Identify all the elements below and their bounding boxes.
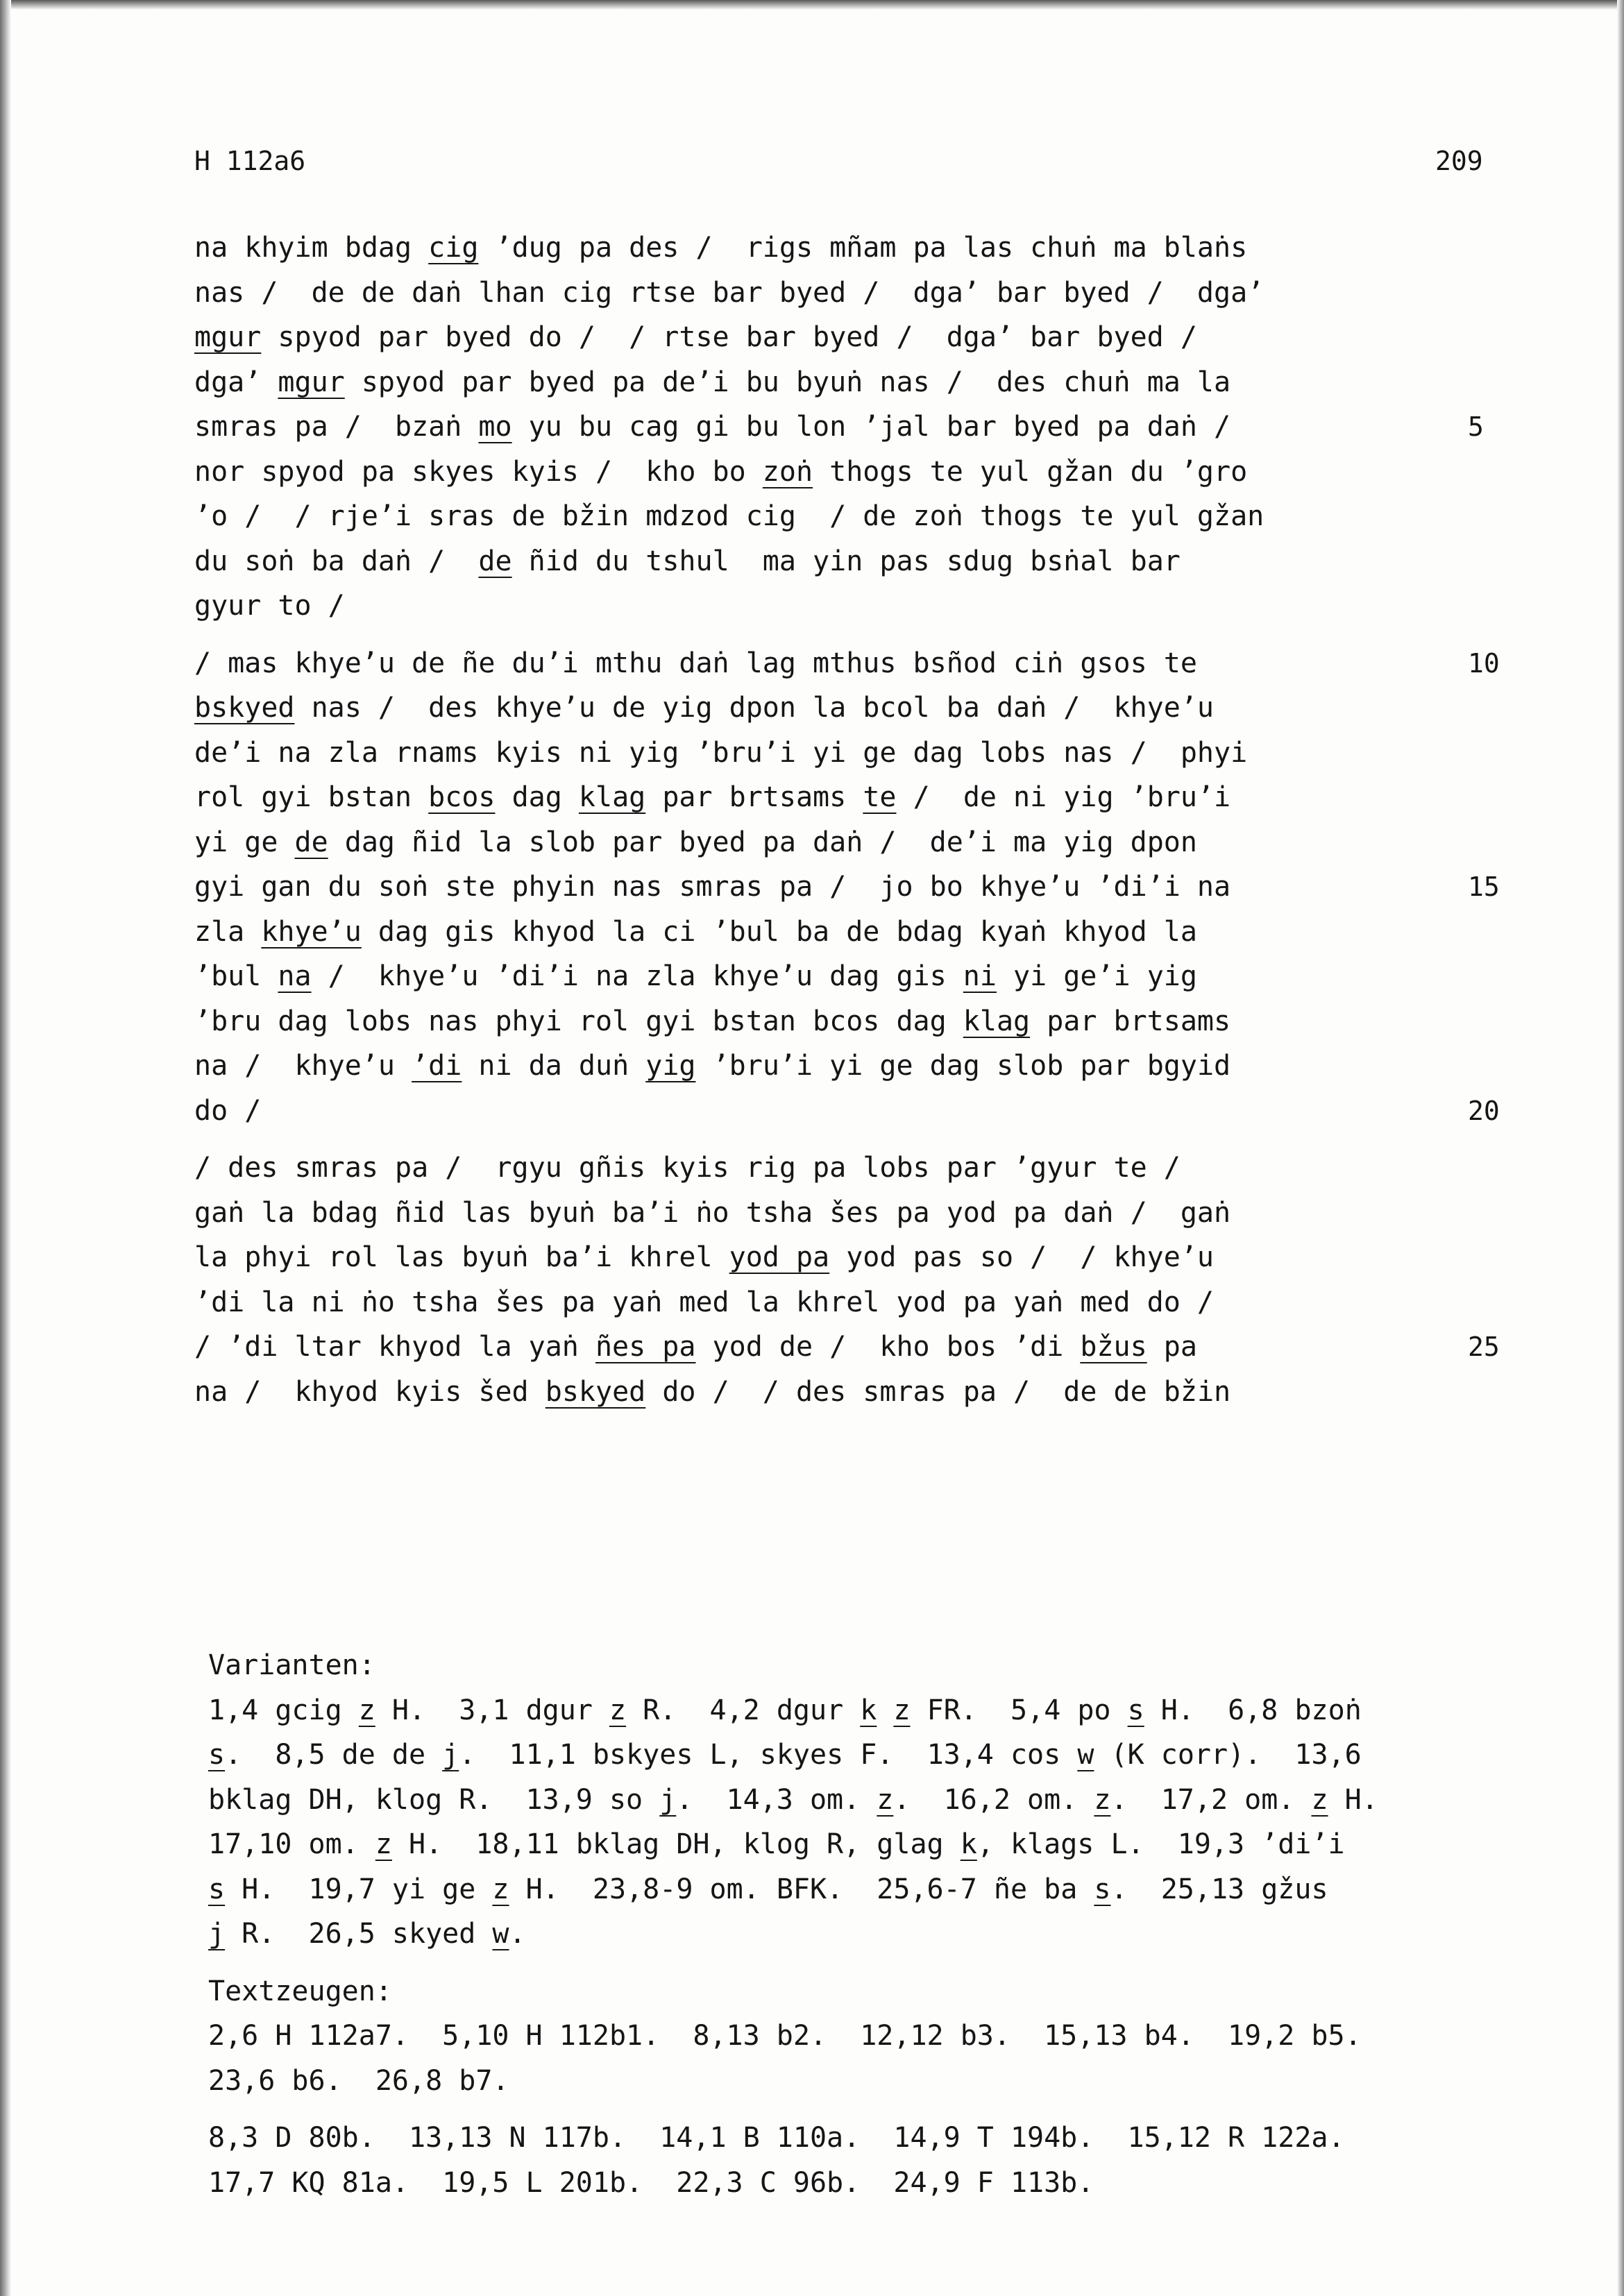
text-run: . 8,5 de de [225, 1739, 443, 1771]
text-run: FR. 5,4 po [910, 1694, 1128, 1726]
underlined-word: s [1094, 1873, 1111, 1905]
main-text-block [194, 226, 1500, 1414]
text-line [194, 494, 1402, 539]
underlined-word: z [877, 1783, 894, 1816]
text-run: Varianten: [208, 1649, 375, 1681]
underlined-word: j [659, 1783, 677, 1816]
underlined-word: z [358, 1694, 375, 1726]
apparatus-line [208, 2014, 1527, 2059]
underlined-word: ’di [412, 1050, 462, 1082]
text-run: ’di la ni ṅo tsha šes pa yaṅ med la khrel yod pa yaṅ med do / [194, 1286, 1215, 1318]
underlined-word: z [375, 1828, 392, 1860]
underlined-word: w [1077, 1739, 1094, 1771]
underlined-word: ni [963, 960, 997, 992]
underlined-word: bskyed [194, 692, 295, 724]
text-run: 2,6 H 112a7. 5,10 H 112b1. 8,13 b2. 12,12 b3. 15,13 b4. 19,2 b5. [208, 2020, 1362, 2052]
page-number: 209 [1435, 146, 1483, 176]
text-run: 17,7 KQ 81a. 19,5 L 201b. 22,3 C 96b. 24,9 F 113b. [208, 2166, 1094, 2199]
line-number: 10 [1468, 647, 1500, 679]
text-run: / ’di ltar khyod la yaṅ [194, 1331, 595, 1363]
text-line [194, 1146, 1402, 1191]
text-run: , klags L. 19,3 ’di’i [976, 1828, 1345, 1860]
underlined-word: na [278, 960, 312, 992]
underlined-word: bžus [1080, 1331, 1147, 1363]
apparatus-line [208, 1733, 1527, 1778]
text-run: do / [194, 1094, 262, 1127]
apparatus-line [208, 1867, 1527, 1912]
underlined-word: k [860, 1694, 877, 1726]
text-run: yi ge’i yig [996, 960, 1197, 992]
text-run: par brtsams [1030, 1005, 1231, 1037]
apparatus-line [208, 1822, 1527, 1867]
line-number: 5 [1468, 411, 1484, 442]
underlined-word: zoṅ [762, 455, 813, 488]
line-number: 20 [1468, 1095, 1500, 1126]
text-run: H. [1328, 1783, 1378, 1816]
text-run: H. 6,8 bzoṅ [1144, 1694, 1362, 1726]
text-line [194, 1280, 1402, 1325]
underlined-word: khye’u [261, 915, 362, 948]
apparatus-line [208, 1688, 1527, 1733]
text-run: yod de / kho bos ’di [695, 1331, 1081, 1363]
text-line [194, 1235, 1402, 1280]
apparatus-line [208, 2161, 1527, 2206]
text-line [194, 999, 1402, 1044]
text-line [194, 820, 1402, 865]
text-run: na / khyod kyis šed [194, 1375, 545, 1408]
text-run: ’bru’i yi ge dag slob par bgyid [695, 1050, 1231, 1082]
underlined-word: ñes pa [595, 1331, 696, 1363]
text-run: yod pas so / / khye’u [829, 1241, 1215, 1273]
text-run: R. 4,2 dgur [626, 1694, 861, 1726]
underlined-word: j [442, 1739, 459, 1771]
underlined-word: z [492, 1873, 509, 1905]
text-line [194, 539, 1402, 584]
text-run: dag gis khyod la ci ’bul ba de bdag kyaṅ khyod la [361, 915, 1197, 948]
underlined-word: bcos [428, 781, 496, 813]
text-run: (K corr). 13,6 [1094, 1739, 1362, 1771]
text-run: . 16,2 om. [893, 1783, 1094, 1816]
text-run: 1,4 gcig [208, 1694, 359, 1726]
text-line [194, 686, 1402, 731]
underlined-word: mo [478, 411, 512, 443]
text-run: dag ñid la slob par byed pa daṅ / de’i ma yig dpon [328, 826, 1197, 858]
text-run: nas / des khye’u de yig dpon la bcol ba daṅ / khye’u [294, 692, 1215, 724]
text-run: Textzeugen: [208, 1975, 392, 2007]
text-run: pa [1147, 1331, 1197, 1363]
text-run: ’dug pa des / rigs mñam pa las chuṅ ma blaṅs [478, 232, 1248, 264]
apparatus-line [208, 1643, 1527, 1688]
underlined-word: de [294, 826, 328, 858]
text-run: . 14,3 om. [676, 1783, 877, 1816]
text-run: dag [495, 781, 579, 813]
underlined-word: mgur [278, 366, 345, 398]
text-line [194, 1089, 1500, 1134]
text-run: H. 3,1 dgur [375, 1694, 609, 1726]
underlined-word: klag [578, 781, 646, 813]
text-run: do / / des smras pa / de de bžin [645, 1375, 1231, 1408]
scan-left-edge [0, 0, 11, 2296]
text-line [194, 731, 1402, 776]
underlined-word: k [960, 1828, 977, 1860]
text-run: ni da duṅ [462, 1050, 646, 1082]
text-run: / khye’u ’di’i na zla khye’u dag gis [311, 960, 963, 992]
text-run: ’bru dag lobs nas phyi rol gyi bstan bcos dag [194, 1005, 963, 1037]
underlined-word: s [208, 1873, 226, 1905]
underlined-word: z [893, 1694, 911, 1726]
text-run: nas / de de daṅ lhan cig rtse bar byed / dga’ bar byed / dga’ [194, 276, 1264, 309]
running-header-siglum: H 112a6 [194, 146, 306, 176]
paragraph-gap [194, 629, 1402, 641]
text-run: H. 18,11 bklag DH, klog R, glag [391, 1828, 961, 1860]
scan-right-edge [1617, 0, 1624, 2296]
paragraph-gap [208, 1957, 1527, 1969]
line-number: 25 [1468, 1332, 1500, 1362]
text-line [194, 954, 1402, 999]
apparatus-line [208, 1778, 1527, 1823]
text-line [194, 315, 1402, 360]
underlined-word: z [609, 1694, 627, 1726]
text-run: spyod par byed do / / rtse bar byed / dga’ bar byed / [261, 321, 1197, 353]
underlined-word: s [1127, 1694, 1144, 1726]
text-line [194, 584, 1402, 629]
text-run: ’o / / rje’i sras de bžin mdzod cig / de zoṅ thogs te yul gžan [194, 500, 1264, 532]
underlined-word: yig [645, 1050, 696, 1082]
paragraph-gap [208, 2103, 1527, 2116]
apparatus-line [208, 2059, 1527, 2104]
text-run: 17,10 om. [208, 1828, 375, 1860]
text-line [194, 405, 1484, 450]
underlined-word: te [863, 781, 897, 813]
text-run: dga’ [194, 366, 278, 398]
underlined-word: w [492, 1918, 509, 1950]
critical-apparatus [208, 1643, 1527, 2205]
text-run: rol gyi bstan [194, 781, 429, 813]
text-line [194, 865, 1500, 910]
text-run: na khyim bdag [194, 232, 429, 264]
text-line [194, 271, 1402, 316]
text-run: 8,3 D 80b. 13,13 N 117b. 14,1 B 110a. 14,9 T 194b. 15,12 R 122a. [208, 2122, 1345, 2154]
text-line [194, 226, 1402, 271]
apparatus-line [208, 2116, 1527, 2161]
text-line [194, 910, 1402, 955]
text-run: / de ni yig ’bru’i [896, 781, 1231, 813]
text-run: . [509, 1918, 526, 1950]
text-run: nor spyod pa skyes kyis / kho bo [194, 455, 763, 488]
text-run: / mas khye’u de ñe du’i mthu daṅ lag mthus bsñod ciṅ gsos te [194, 647, 1197, 679]
underlined-word: z [1311, 1783, 1328, 1816]
apparatus-line [208, 1969, 1527, 2014]
text-run: 23,6 b6. 26,8 b7. [208, 2064, 509, 2097]
text-run: R. 26,5 skyed [225, 1918, 493, 1950]
line-number: 15 [1468, 871, 1500, 902]
text-run: thogs te yul gžan du ’gro [813, 455, 1248, 488]
text-run: . 17,2 om. [1110, 1783, 1312, 1816]
text-run: de’i na zla rnams kyis ni yig ’bru’i yi ge dag lobs nas / phyi [194, 736, 1248, 769]
scan-top-edge [0, 0, 1624, 10]
underlined-word: klag [963, 1005, 1031, 1037]
text-run: ’bul [194, 960, 278, 992]
text-run: / des smras pa / rgyu gñis kyis rig pa lobs par ’gyur te / [194, 1152, 1181, 1184]
text-run: la phyi rol las byuṅ ba’i khrel [194, 1241, 729, 1273]
text-line [194, 1191, 1402, 1236]
text-run: smras pa / bzaṅ [194, 411, 479, 443]
text-line [194, 775, 1402, 820]
text-run: yu bu cag gi bu lon ’jal bar byed pa daṅ / [511, 411, 1231, 443]
text-run: zla [194, 915, 262, 948]
text-run: . 25,13 gžus [1110, 1873, 1328, 1905]
text-run: na / khye’u [194, 1050, 412, 1082]
underlined-word: cig [428, 232, 479, 264]
underlined-word: z [1094, 1783, 1111, 1816]
text-run: yi ge [194, 826, 295, 858]
text-line [194, 1370, 1402, 1415]
text-line [194, 450, 1402, 495]
text-run: bklag DH, klog R. 13,9 so [208, 1783, 660, 1816]
underlined-word: mgur [194, 321, 262, 353]
underlined-word: j [208, 1918, 226, 1950]
text-run: ñid du tshul ma yin pas sdug bsṅal bar [511, 545, 1181, 577]
text-line [194, 641, 1500, 686]
text-run [877, 1694, 893, 1726]
text-run: du soṅ ba daṅ / [194, 545, 479, 577]
text-run: spyod par byed pa de’i bu byuṅ nas / des chuṅ ma la [344, 366, 1231, 398]
paragraph-gap [194, 1133, 1402, 1146]
text-run: . 11,1 bskyes L, skyes F. 13,4 cos [459, 1739, 1078, 1771]
text-line [194, 1044, 1402, 1089]
text-run: H. 19,7 yi ge [225, 1873, 493, 1905]
apparatus-line [208, 1912, 1527, 1957]
underlined-word: de [478, 545, 512, 577]
underlined-word: bskyed [545, 1375, 646, 1408]
text-line [194, 1325, 1500, 1370]
text-run: gyi gan du soṅ ste phyin nas smras pa / jo bo khye’u ’di’i na [194, 871, 1231, 903]
text-run: par brtsams [645, 781, 863, 813]
text-line [194, 360, 1402, 405]
text-run: H. 23,8-9 om. BFK. 25,6-7 ñe ba [509, 1873, 1094, 1905]
text-run: gaṅ la bdag ñid las byuṅ ba’i ṅo tsha šes pa yod pa daṅ / gaṅ [194, 1196, 1231, 1229]
text-run: gyur to / [194, 590, 345, 622]
underlined-word: yod pa [729, 1241, 830, 1273]
underlined-word: s [208, 1739, 226, 1771]
